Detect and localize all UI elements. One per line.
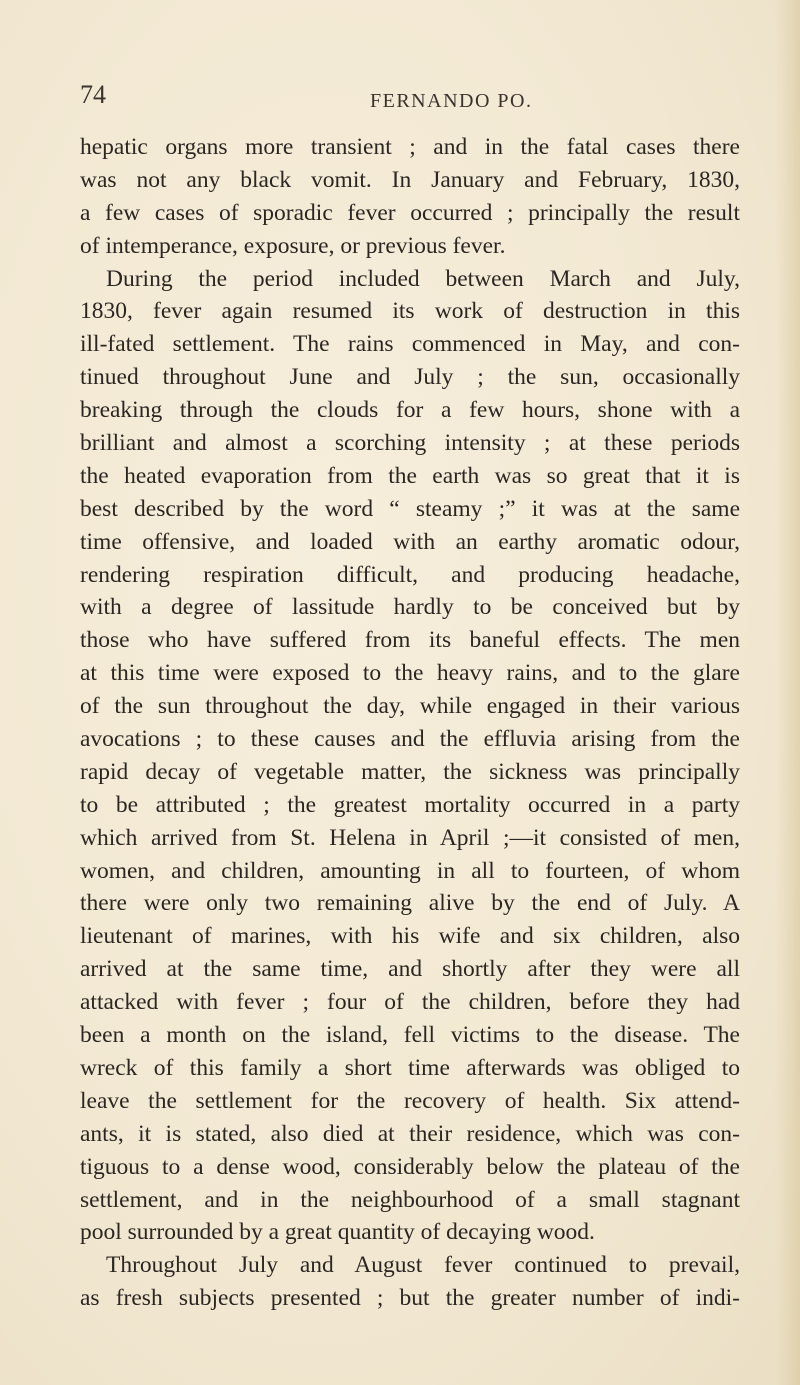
text-line xyxy=(80,295,740,328)
text-line xyxy=(80,1282,740,1315)
text-line-content: was not any black vomit. In January and February, 1830, xyxy=(80,166,740,193)
text-line xyxy=(80,460,740,493)
text-line xyxy=(80,986,740,1019)
text-line-content: wreck of this family a short time afterwards was obliged to xyxy=(80,1054,740,1081)
text-line-content: of intemperance, exposure, or previous fever. xyxy=(80,232,506,259)
text-line xyxy=(80,427,740,460)
text-line-content: leave the settlement for the recovery of health. Six attend- xyxy=(80,1087,740,1114)
text-line xyxy=(80,131,740,164)
text-line-content: rendering respiration difficult, and producing headache, xyxy=(80,561,740,588)
text-line-content: best described by the word “ steamy ;” it was at the same xyxy=(80,495,740,522)
page-header xyxy=(80,80,740,120)
text-line-content: of the sun throughout the day, while engaged in their various xyxy=(80,693,740,720)
text-line xyxy=(80,591,740,624)
text-line xyxy=(80,690,740,723)
text-line xyxy=(80,493,740,526)
text-line-content: the heated evaporation from the earth was so great that it is xyxy=(80,462,740,489)
text-line-content: at this time were exposed to the heavy rains, and to the glare xyxy=(80,660,740,687)
body-text xyxy=(80,131,740,1315)
running-head: FERNANDO PO. xyxy=(370,90,533,112)
text-line xyxy=(80,559,740,592)
text-line xyxy=(80,1216,740,1249)
text-line-content: been a month on the island, fell victims to the disease. The xyxy=(80,1022,740,1049)
text-line xyxy=(80,164,740,197)
text-line xyxy=(80,230,740,263)
text-line xyxy=(80,1052,740,1085)
text-line xyxy=(80,1249,740,1282)
text-line-content: as fresh subjects presented ; but the greater number of indi- xyxy=(80,1285,740,1312)
text-line xyxy=(80,756,740,789)
text-line-content: those who have suffered from its baneful effects. The men xyxy=(80,627,740,654)
text-line xyxy=(80,361,740,394)
text-line xyxy=(80,920,740,953)
text-line-content: there were only two remaining alive by the end of July. A xyxy=(80,890,740,917)
text-line-content: breaking through the clouds for a few hours, shone with a xyxy=(80,397,740,424)
text-line xyxy=(80,953,740,986)
text-line xyxy=(80,789,740,822)
text-line xyxy=(80,723,740,756)
text-line xyxy=(80,1019,740,1052)
text-line-content: arrived at the same time, and shortly after they were all xyxy=(80,956,740,983)
text-line-content: attacked with fever ; four of the children, before they had xyxy=(80,989,740,1016)
text-line-content: to be attributed ; the greatest mortality occurred in a party xyxy=(80,791,740,818)
text-line-content: tinued throughout June and July ; the sun, occasionally xyxy=(80,364,740,391)
text-line xyxy=(80,328,740,361)
text-line-content: time offensive, and loaded with an earthy aromatic odour, xyxy=(80,528,740,555)
text-line-content: Throughout July and August fever continued to prevail, xyxy=(106,1252,740,1279)
page-number: 74 xyxy=(80,80,106,109)
text-line xyxy=(80,197,740,230)
text-line-content: avocations ; to these causes and the effluvia arising from the xyxy=(80,726,740,753)
text-line-content: with a degree of lassitude hardly to be conceived but by xyxy=(80,594,740,621)
text-line-content: a few cases of sporadic fever occurred ; principally the result xyxy=(80,199,740,226)
text-line-content: 1830, fever again resumed its work of destruction in this xyxy=(80,298,740,325)
page-edge-shading xyxy=(776,0,800,1385)
text-line xyxy=(80,887,740,920)
text-line xyxy=(80,1085,740,1118)
text-line xyxy=(80,624,740,657)
text-line-content: settlement, and in the neighbourhood of a small stagnant xyxy=(80,1186,740,1213)
text-line xyxy=(80,526,740,559)
text-line-content: lieutenant of marines, with his wife and six children, also xyxy=(80,923,740,950)
text-line-content: ill-fated settlement. The rains commenced in May, and con- xyxy=(80,331,740,358)
text-line-content: which arrived from St. Helena in April ;—it consisted of men, xyxy=(80,824,740,851)
text-line xyxy=(80,1151,740,1184)
text-line xyxy=(80,822,740,855)
text-line-content: women, and children, amounting in all to fourteen, of whom xyxy=(80,857,740,884)
text-line-content: ants, it is stated, also died at their residence, which was con- xyxy=(80,1120,740,1147)
text-line xyxy=(80,855,740,888)
text-line xyxy=(80,657,740,690)
text-line xyxy=(80,394,740,427)
text-line-content: hepatic organs more transient ; and in the fatal cases there xyxy=(80,134,740,160)
text-line-content: tiguous to a dense wood, considerably below the plateau of the xyxy=(80,1153,740,1180)
text-line xyxy=(80,1118,740,1151)
text-line xyxy=(80,263,740,296)
text-line-content: rapid decay of vegetable matter, the sickness was principally xyxy=(80,758,740,785)
text-line-content: brilliant and almost a scorching intensity ; at these periods xyxy=(80,430,740,457)
text-line-content: pool surrounded by a great quantity of decaying wood. xyxy=(80,1219,595,1246)
text-line xyxy=(80,1184,740,1217)
text-line-content: During the period included between March and July, xyxy=(106,265,740,292)
